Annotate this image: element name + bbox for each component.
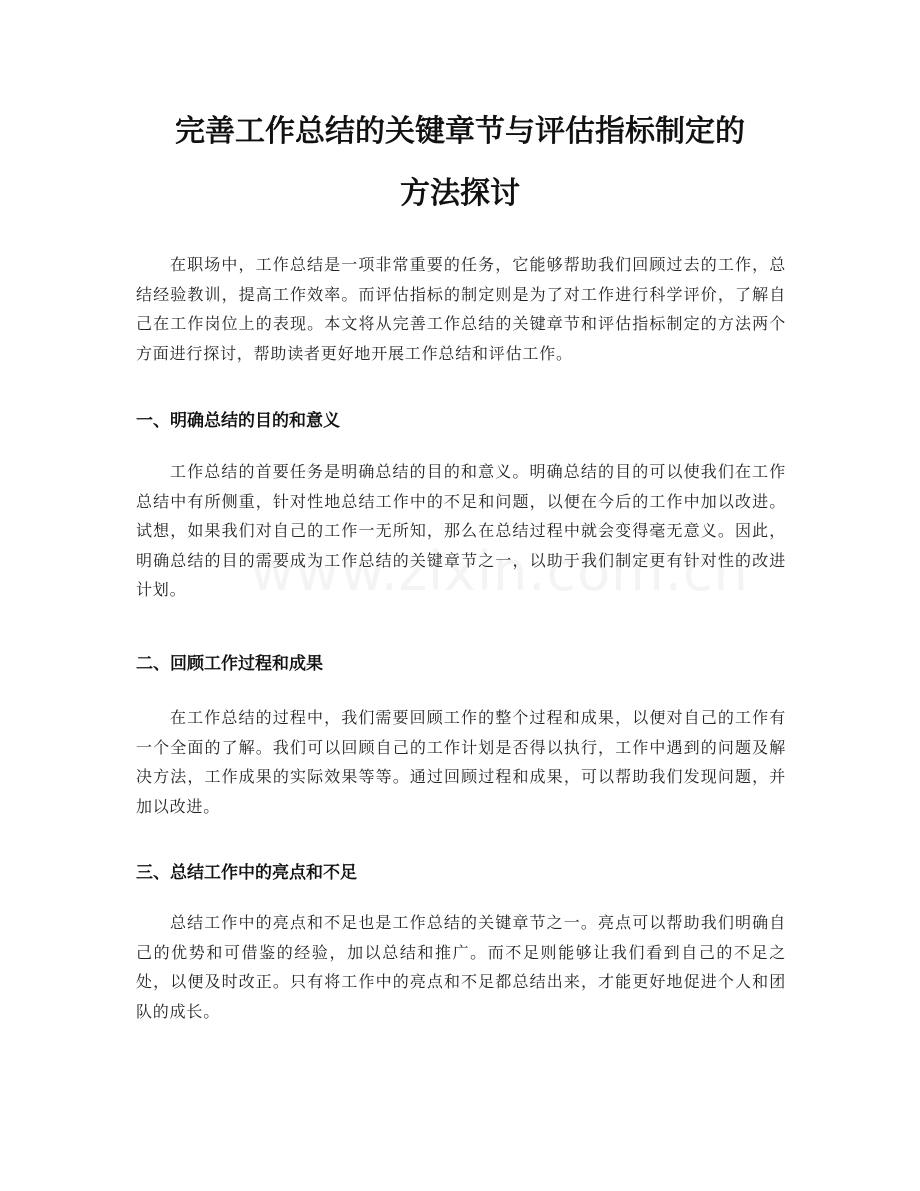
section-2-paragraph: 在工作总结的过程中，我们需要回顾工作的整个过程和成果，以便对自己的工作有一个全面的了解。我们可以回顾自己的工作计划是否得以执行，工作中遇到的问题及解决方法，工作成果的实际效果等等。通过回顾过程和成果，可以帮助我们发现问题，并加以改进。	[136, 708, 786, 816]
intro-paragraph: 在职场中，工作总结是一项非常重要的任务，它能够帮助我们回顾过去的工作，总结经验教训，提高工作效率。而评估指标的制定则是为了对工作进行科学评价，了解自己在工作岗位上的表现。本文将从完善工作总结的关键章节和评估指标制定的方法两个方面进行探讨，帮助读者更好地开展工作总结和评估工作。	[136, 255, 786, 363]
document-title-line-2: 方法探讨	[400, 176, 520, 211]
document-title-line-1: 完善工作总结的关键章节与评估指标制定的	[175, 114, 745, 149]
section-3-paragraph: 总结工作中的亮点和不足也是工作总结的关键章节之一。亮点可以帮助我们明确自己的优势和可借鉴的经验，加以总结和推广。而不足则能够让我们看到自己的不足之处，以便及时改正。只有将工作中的亮点和不足都总结出来，才能更好地促进个人和团队的成长。	[136, 913, 786, 1021]
section-1-paragraph: 工作总结的首要任务是明确总结的目的和意义。明确总结的目的可以使我们在工作总结中有所侧重，针对性地总结工作中的不足和问题，以便在今后的工作中加以改进。试想，如果我们对自己的工作一无所知，那么在总结过程中就会变得毫无意义。因此，明确总结的目的需要成为工作总结的关键章节之一，以助于我们制定更有针对性的改进计划。	[136, 462, 786, 600]
section-1-heading: 一、明确总结的目的和意义	[136, 411, 340, 431]
section-2-heading: 二、回顾工作过程和成果	[136, 654, 323, 674]
section-3-heading: 三、总结工作中的亮点和不足	[136, 863, 357, 883]
